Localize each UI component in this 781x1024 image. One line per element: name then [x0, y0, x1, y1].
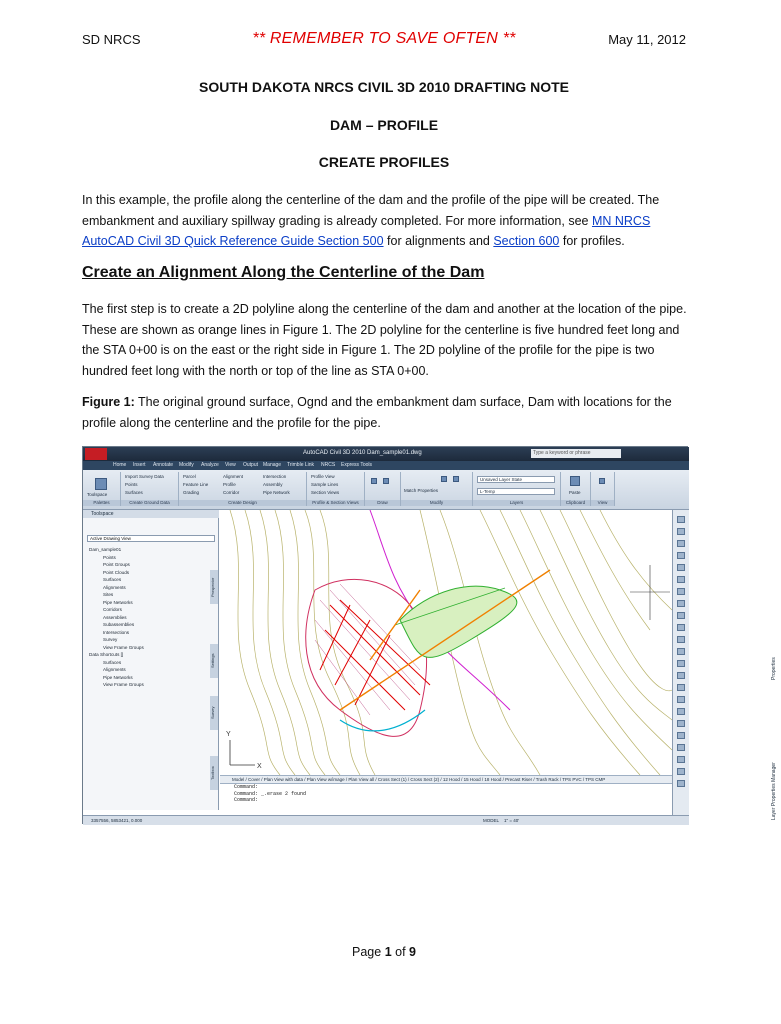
profile-button[interactable]: Profile [223, 482, 236, 487]
pipe-network-button[interactable]: Pipe Network [263, 490, 290, 495]
toolbar-button-icon[interactable] [677, 648, 685, 655]
copy-icon[interactable] [453, 476, 459, 482]
parcel-button[interactable]: Parcel [183, 474, 196, 479]
toolbar-button-icon[interactable] [677, 636, 685, 643]
app-menu-icon[interactable] [85, 448, 107, 460]
svg-text:Y: Y [226, 731, 231, 738]
tree-node[interactable]: Surfaces [103, 659, 122, 665]
points-button[interactable]: Points [125, 482, 138, 487]
tree-node[interactable]: Point Clouds [103, 569, 130, 575]
import-survey-button[interactable]: Import Survey Data [125, 474, 164, 479]
alignment-heading: Create an Alignment Along the Centerline of the Dam [82, 264, 485, 281]
command-prompt[interactable]: Command: [234, 797, 259, 803]
intersection-button[interactable]: Intersection [263, 474, 287, 479]
app-titlebar [83, 447, 689, 461]
ribbon-group-clipboard [561, 472, 591, 506]
ribbon-tab[interactable]: NRCS [321, 462, 336, 468]
footer-prefix: Page [352, 945, 385, 959]
tree-node[interactable]: View Frame Groups [103, 682, 144, 687]
toolbar-button-icon[interactable] [677, 708, 685, 715]
group-caption: Profile & Section Views [307, 500, 364, 506]
match-properties-button[interactable]: Match Properties [404, 488, 439, 493]
toolbar-button-icon[interactable] [677, 552, 685, 559]
toolspace-button[interactable]: Toolspace [87, 492, 108, 497]
tree-node[interactable]: Survey [103, 637, 118, 642]
figure-label: Figure 1: [82, 395, 135, 409]
ribbon-group-palettes [83, 472, 121, 506]
document-subtitle: DAM – PROFILE [329, 117, 439, 133]
ribbon-tab[interactable]: Modify [179, 462, 194, 468]
svg-text:X: X [257, 763, 262, 770]
group-caption: Clipboard [561, 500, 590, 506]
feature-line-button[interactable]: Feature Line [183, 482, 209, 487]
mn-nrcs-guide-link[interactable]: MN NRCS AutoCAD Civil 3D Quick Reference Guide Section 500 [82, 213, 651, 248]
tree-node[interactable]: Alignments [103, 667, 126, 672]
window-title: AutoCAD Civil 3D 2010 Dam_sample01.dwg [303, 450, 422, 456]
grading-button[interactable]: Grading [183, 490, 200, 495]
page-total: 9 [409, 945, 416, 959]
group-caption: Palettes [83, 500, 120, 506]
toolbar-button-icon[interactable] [677, 756, 685, 763]
tree-node[interactable]: Subassemblies [103, 622, 135, 627]
group-caption: View [591, 500, 614, 506]
group-caption: Create Design [179, 500, 306, 506]
ribbon-tab[interactable]: Insert [133, 462, 146, 468]
ribbon-tab[interactable]: Manage [263, 462, 282, 468]
assembly-button[interactable]: Assembly [263, 482, 283, 487]
intro-text-1: In this example, the profile along the centerline of the dam and the profile of the pipe will be created. The embankment and auxiliary spillway grading is already completed. For more information, see [82, 193, 660, 228]
toolbar-button-icon[interactable] [677, 780, 685, 787]
toolbar-button-icon[interactable] [677, 624, 685, 631]
command-history-line: Command: _.erase 2 found [234, 790, 307, 797]
toolbar-button-icon[interactable] [677, 564, 685, 571]
ribbon-tabs [83, 461, 689, 470]
tree-node[interactable]: Assemblies [103, 614, 127, 620]
toolspace-title: Toolspace [83, 510, 219, 518]
toolbar-button-icon[interactable] [677, 528, 685, 535]
toolbar-button-icon[interactable] [677, 732, 685, 739]
layer-state-dropdown[interactable]: Unsaved Layer State [477, 476, 555, 483]
toolbar-button-icon[interactable] [677, 516, 685, 523]
paste-icon[interactable] [570, 476, 580, 486]
header-left: SD NRCS [82, 32, 141, 47]
prospector-tree [89, 546, 144, 689]
toolbar-button-icon[interactable] [677, 744, 685, 751]
toolbar-button-icon[interactable] [677, 684, 685, 691]
page-footer [0, 945, 768, 959]
tab-prospector[interactable]: Prospector [210, 570, 218, 604]
profile-view-button[interactable]: Profile View [311, 474, 335, 479]
annotation-scale[interactable]: 1" = 40' [504, 818, 520, 823]
tab-toolbox[interactable]: Toolbox [210, 756, 218, 790]
group-caption: Modify [401, 500, 472, 506]
ribbon-tab[interactable]: Home [113, 462, 127, 468]
paste-button[interactable]: Paste [569, 490, 581, 495]
header-date: May 11, 2012 [608, 32, 686, 47]
tree-node[interactable]: Sites [103, 592, 114, 597]
model-toggle[interactable]: MODEL [483, 818, 500, 823]
tree-node[interactable]: Alignments [103, 584, 126, 590]
toolbar-button-icon[interactable] [677, 588, 685, 595]
figure-caption-text: The original ground surface, Ognd and the embankment dam surface, Dam with locations for the profile along the centerline and the profile for the pipe. [82, 395, 672, 430]
toolbar-button-icon[interactable] [677, 600, 685, 607]
ribbon-group-profile-section [307, 472, 365, 506]
page-number: 1 [384, 945, 392, 959]
save-reminder: ** REMEMBER TO SAVE OFTEN ** [252, 30, 516, 47]
tree-node[interactable]: Points [103, 554, 116, 560]
layout-tabs[interactable]: Model / Cover / Plan View with data / Plan View w/image / Plan View all / Cross Sect (1) / Cross Sect (2) / 12 Hood / 15 Hood / 18 Hood / Precast Riser / Trash Rack / TPS PVC / TPS CMP [220, 775, 672, 783]
step-paragraph: The first step is to create a 2D polyline along the centerline of the dam and another at the location of the pipe. These are shown as orange lines in Figure 1. The 2D polyline for the centerline is five hundred feet long and the STA 0+00 is on the east or the right side in Figure 1. The 2D polyline of the profile for the pipe is two hundred feet long with the north or top of the line as STA 0+00. [82, 302, 687, 378]
ribbon-tab[interactable]: Analyze [201, 462, 219, 468]
status-right [483, 816, 519, 825]
ribbon-panel [83, 470, 689, 510]
toolbar-button-icon[interactable] [677, 540, 685, 547]
surfaces-button[interactable]: Surfaces [125, 490, 143, 495]
toolbar-button-icon[interactable] [677, 576, 685, 583]
footer-of: of [391, 945, 410, 959]
toolbar-button-icon[interactable] [677, 696, 685, 703]
ribbon-tab[interactable]: Trimble Link [287, 462, 315, 468]
ribbon-tab[interactable]: Output [243, 462, 259, 468]
corridor-button[interactable]: Corridor [223, 490, 240, 495]
ribbon-group-modify [401, 472, 473, 506]
toolbar-button-icon[interactable] [677, 660, 685, 667]
toolbar-button-icon[interactable] [677, 672, 685, 679]
section-600-link[interactable]: Section 600 [493, 234, 560, 248]
dam-contour-drawing [220, 510, 672, 775]
tab-settings[interactable]: Settings [210, 644, 218, 678]
figure-1-screenshot [82, 446, 777, 824]
toolspace-panel [83, 510, 219, 810]
tree-node[interactable]: Data Shortcuts [] [89, 652, 124, 657]
tree-node[interactable]: View Frame Groups [103, 644, 144, 650]
intro-text-3: for profiles. [559, 234, 625, 248]
figure-caption [82, 392, 692, 433]
toolbar-button-icon[interactable] [677, 768, 685, 775]
toolbar-button-icon[interactable] [677, 612, 685, 619]
ribbon-group-view [591, 472, 615, 506]
intro-text-2: for alignments and [383, 234, 494, 248]
tree-node[interactable]: Dam_sample01 [89, 547, 122, 552]
document-title: SOUTH DAKOTA NRCS CIVIL 3D 2010 DRAFTING NOTE [198, 79, 569, 95]
command-line[interactable] [220, 783, 672, 815]
tree-node[interactable]: Point Groups [103, 562, 130, 567]
layer-properties-palette-label[interactable]: Layer Properties Manager [771, 762, 777, 820]
help-search-input[interactable]: Type a keyword or phrase [531, 449, 621, 458]
coordinate-readout: 3357556, 5853421, 0.000 [91, 818, 143, 823]
ribbon-group-draw [365, 472, 401, 506]
navigation-toolbar [672, 510, 689, 825]
line-icon[interactable] [371, 478, 377, 484]
ribbon-group-layers [473, 472, 561, 506]
toolspace-icon[interactable] [95, 478, 107, 490]
circle-icon[interactable] [383, 478, 389, 484]
move-icon[interactable] [441, 476, 447, 482]
tree-node[interactable]: Surfaces [103, 577, 122, 582]
toolbar-button-icon[interactable] [677, 720, 685, 727]
properties-palette-label[interactable]: Properties [771, 657, 777, 680]
section-views-button[interactable]: Section Views [311, 490, 340, 495]
ribbon-group-ground-data [121, 472, 179, 506]
tree-node[interactable]: Pipe Networks [103, 599, 133, 605]
group-caption: Create Ground Data [121, 500, 178, 506]
tree-node[interactable]: Corridors [103, 607, 122, 612]
sample-lines-button[interactable]: Sample Lines [311, 482, 339, 487]
current-layer-dropdown[interactable]: L-Temp [477, 488, 555, 495]
group-caption: Draw [365, 500, 400, 506]
section-title: CREATE PROFILES [318, 154, 450, 170]
ribbon-tab[interactable]: View [225, 462, 236, 468]
toolspace-view-combo[interactable]: Active Drawing View [87, 535, 215, 542]
intro-paragraph [82, 190, 692, 252]
zoom-icon[interactable] [599, 478, 605, 484]
tab-survey[interactable]: Survey [210, 696, 218, 730]
alignment-button[interactable]: Alignment [223, 474, 244, 479]
ribbon-group-create-design [179, 472, 307, 506]
ribbon-tab[interactable]: Annotate [153, 462, 174, 468]
tree-node[interactable]: Intersections [103, 629, 130, 635]
group-caption: Layers [473, 500, 560, 506]
ribbon-tab[interactable]: Express Tools [341, 462, 373, 468]
status-bar [83, 815, 689, 825]
tree-node[interactable]: Pipe Networks [103, 674, 133, 680]
command-history-line: Command: [234, 784, 259, 790]
